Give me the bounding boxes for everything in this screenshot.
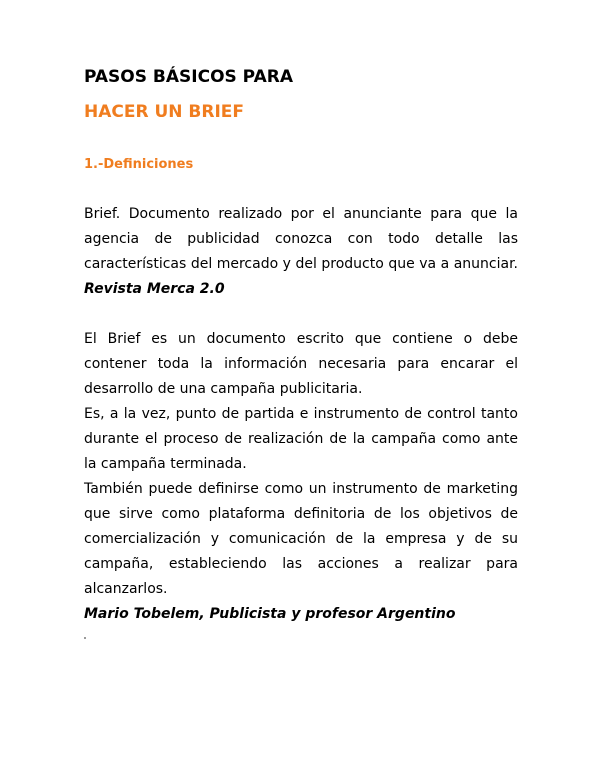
title-line-1: PASOS BÁSICOS PARA	[84, 67, 293, 87]
definition-2-paragraph-3: También puede definirse como un instrumento de marketing que sirve como plataforma definitoria de los objetivos de comercialización y comunicación de la empresa y de su campaña, estableciendo las acciones a realizar para alcanzarlos.	[84, 481, 518, 597]
section-heading-definiciones: 1.-Definiciones	[84, 157, 194, 172]
page-mark	[84, 637, 86, 639]
definition-2-paragraph-2: Es, a la vez, punto de partida e instrumento de control tanto durante el proceso de realización de la campaña como ante la campaña terminada.	[84, 406, 518, 472]
document-body	[84, 66, 518, 627]
definition-2-paragraph-1: El Brief es un documento escrito que contiene o debe contener toda la información necesaria para encarar el desarrollo de una campaña publicitaria.	[84, 331, 518, 397]
definition-2-source: Mario Tobelem, Publicista y profesor Argentino	[84, 606, 456, 622]
title-line-2: HACER UN BRIEF	[84, 102, 245, 122]
definition-1-text: Brief. Documento realizado por el anunciante para que la agencia de publicidad conozca con todo detalle las características del mercado y del producto que va a anunciar.	[84, 206, 518, 272]
definition-1-source: Revista Merca 2.0	[84, 281, 225, 297]
